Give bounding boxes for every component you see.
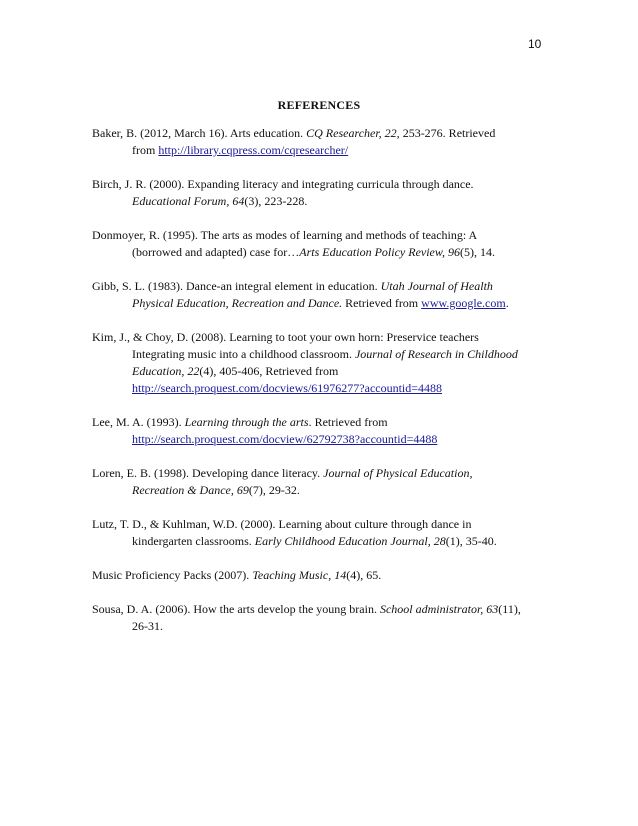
reference-entry: [92, 465, 552, 499]
reference-text: 26-31.: [132, 619, 163, 633]
reference-line: [92, 295, 552, 312]
reference-text: (borrowed and adapted) case for…: [132, 245, 300, 259]
reference-text: Gibb, S. L. (1983). Dance-an integral element in education.: [92, 279, 381, 293]
reference-line: [92, 601, 552, 618]
reference-text: Birch, J. R. (2000). Expanding literacy and integrating curricula through dance.: [92, 177, 474, 191]
reference-text: Lutz, T. D., & Kuhlman, W.D. (2000). Learning about culture through dance in: [92, 517, 472, 531]
reference-entry: [92, 414, 552, 448]
reference-line: [92, 176, 552, 193]
reference-text: (1), 35-40.: [445, 534, 497, 548]
reference-line: [92, 431, 552, 448]
reference-source: Educational Forum, 64: [132, 194, 245, 208]
reference-source: Early Childhood Education Journal, 28: [254, 534, 446, 548]
reference-source: Journal of Physical Education,: [323, 466, 473, 480]
reference-line: [92, 380, 552, 397]
reference-source: Recreation & Dance, 69: [132, 483, 249, 497]
reference-text: 253-276. Retrieved: [399, 126, 496, 140]
reference-line: [92, 142, 552, 159]
page-number: 10: [528, 37, 542, 51]
reference-entry: [92, 278, 552, 312]
reference-text: (7), 29-32.: [248, 483, 300, 497]
reference-source: Learning through the arts: [184, 415, 309, 429]
reference-line: [92, 125, 552, 142]
reference-source: School administrator, 63: [379, 602, 499, 616]
reference-link[interactable]: http://library.cqpress.com/cqresearcher/: [158, 143, 349, 157]
reference-line: [92, 618, 552, 635]
reference-line: [92, 363, 552, 380]
reference-entry: [92, 125, 552, 159]
reference-text: Baker, B. (2012, March 16). Arts education.: [92, 126, 307, 140]
reference-entry: [92, 516, 552, 550]
reference-source: Physical Education, Recreation and Dance.: [132, 296, 343, 310]
reference-text: Lee, M. A. (1993).: [92, 415, 185, 429]
reference-line: [92, 278, 552, 295]
reference-line: [92, 482, 552, 499]
reference-line: [92, 329, 552, 346]
reference-source: Education, 22: [132, 364, 200, 378]
reference-text: (4), 405-406, Retrieved from: [199, 364, 339, 378]
reference-link[interactable]: www.google.com: [421, 296, 506, 310]
reference-text: (3), 223-228.: [244, 194, 308, 208]
reference-source: Journal of Research in Childhood: [354, 347, 518, 361]
reference-line: [92, 465, 552, 482]
reference-text: Music Proficiency Packs (2007).: [92, 568, 253, 582]
reference-text: from: [132, 143, 159, 157]
reference-source: Arts Education Policy Review, 96: [299, 245, 460, 259]
reference-entry: [92, 329, 552, 397]
reference-text: kindergarten classrooms.: [132, 534, 255, 548]
reference-line: [92, 567, 552, 584]
reference-source: Teaching Music, 14: [252, 568, 347, 582]
reference-line: [92, 227, 552, 244]
page-title: REFERENCES: [277, 98, 361, 112]
reference-text: .: [505, 296, 509, 310]
reference-source: Utah Journal of Health: [380, 279, 493, 293]
reference-line: [92, 346, 552, 363]
reference-line: [92, 533, 552, 550]
reference-list: [92, 125, 552, 652]
reference-link[interactable]: http://search.proquest.com/docviews/61976277?accountid=4488: [132, 381, 443, 395]
reference-entry: [92, 567, 552, 584]
reference-source: CQ Researcher, 22,: [306, 126, 400, 140]
reference-line: [92, 414, 552, 431]
reference-text: Retrieved from: [342, 296, 422, 310]
reference-entry: [92, 227, 552, 261]
reference-entry: [92, 176, 552, 210]
reference-text: (11),: [498, 602, 521, 616]
reference-text: Loren, E. B. (1998). Developing dance literacy.: [92, 466, 324, 480]
reference-text: Integrating music into a childhood classroom.: [132, 347, 355, 361]
reference-text: Donmoyer, R. (1995). The arts as modes of learning and methods of teaching: A: [92, 228, 478, 242]
reference-line: [92, 193, 552, 210]
reference-entry: [92, 601, 552, 635]
reference-text: (4), 65.: [346, 568, 382, 582]
reference-text: Sousa, D. A. (2006). How the arts develop the young brain.: [92, 602, 380, 616]
reference-line: [92, 244, 552, 261]
reference-link[interactable]: http://search.proquest.com/docview/62792738?accountid=4488: [132, 432, 438, 446]
reference-line: [92, 516, 552, 533]
reference-text: (5), 14.: [460, 245, 495, 259]
reference-text: Kim, J., & Choy, D. (2008). Learning to toot your own horn: Preservice teachers: [92, 330, 479, 344]
reference-text: . Retrieved from: [308, 415, 388, 429]
